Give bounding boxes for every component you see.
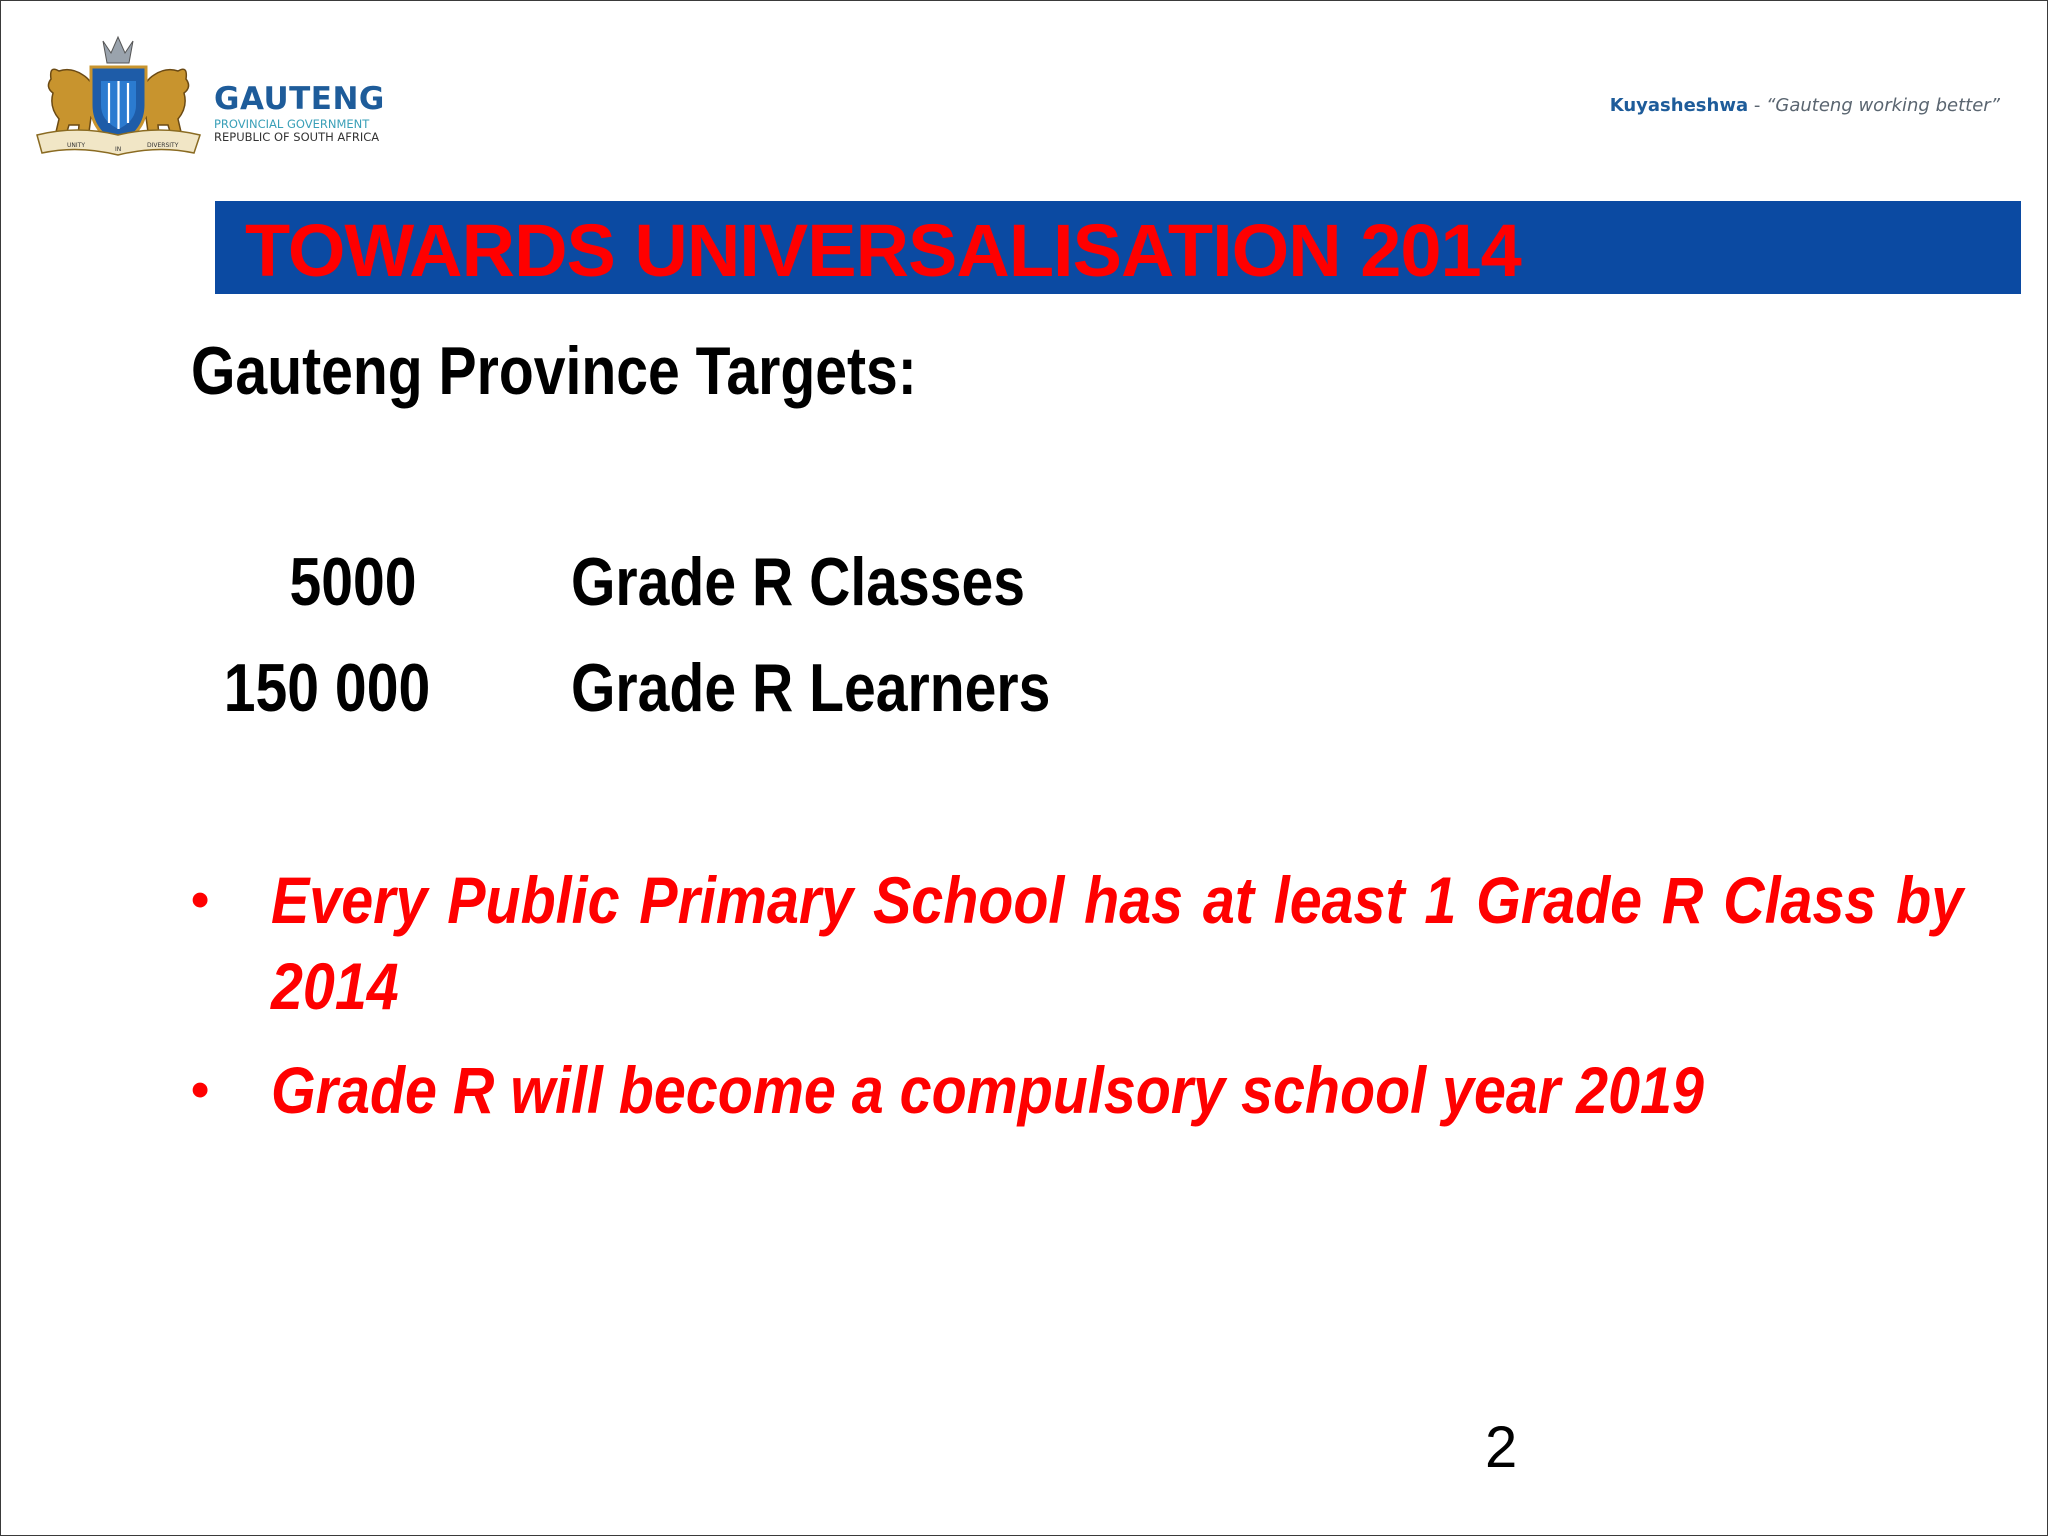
bullet-dot: • <box>191 871 210 929</box>
logo-name: GAUTENG <box>214 81 385 117</box>
crest-banner-middle: IN <box>115 146 122 153</box>
page-number: 2 <box>1485 1415 1518 1480</box>
title-bar <box>215 201 2021 294</box>
logo-subtitle-provincial: PROVINCIAL GOVERNMENT <box>214 117 370 131</box>
bullet-item <box>191 857 1971 1029</box>
crest-banner-left: UNITY <box>67 142 85 149</box>
tagline <box>1610 95 2000 116</box>
tagline-separator: - <box>1748 95 1767 116</box>
bullet-dot: • <box>191 1061 210 1119</box>
bullet-item <box>191 1047 1971 1133</box>
target-label: Grade R Classes <box>571 544 1026 620</box>
slide-title: TOWARDS UNIVERSALISATION 2014 <box>245 209 1521 292</box>
bullet-text: Every Public Primary School has at least 1 Grade R Class by 2014 <box>271 863 1964 1023</box>
logo-subtitle-republic: REPUBLIC OF SOUTH AFRICA <box>214 130 380 144</box>
gauteng-logo <box>31 31 401 166</box>
target-value: 5000 <box>289 544 417 620</box>
bullet-text: Grade R will become a compulsory school year 2019 <box>271 1053 1704 1127</box>
target-label: Grade R Learners <box>571 650 1051 726</box>
target-value: 150 000 <box>223 650 431 726</box>
tagline-bold: Kuyasheshwa <box>1609 95 1749 116</box>
crest-banner-right: DIVERSITY <box>147 142 179 149</box>
logo-text <box>214 83 404 144</box>
tagline-italic: “Gauteng working better” <box>1766 95 2000 116</box>
targets-heading: Gauteng Province Targets: <box>191 333 917 409</box>
coat-of-arms-icon <box>31 31 206 166</box>
bullet-list <box>191 857 1971 1151</box>
